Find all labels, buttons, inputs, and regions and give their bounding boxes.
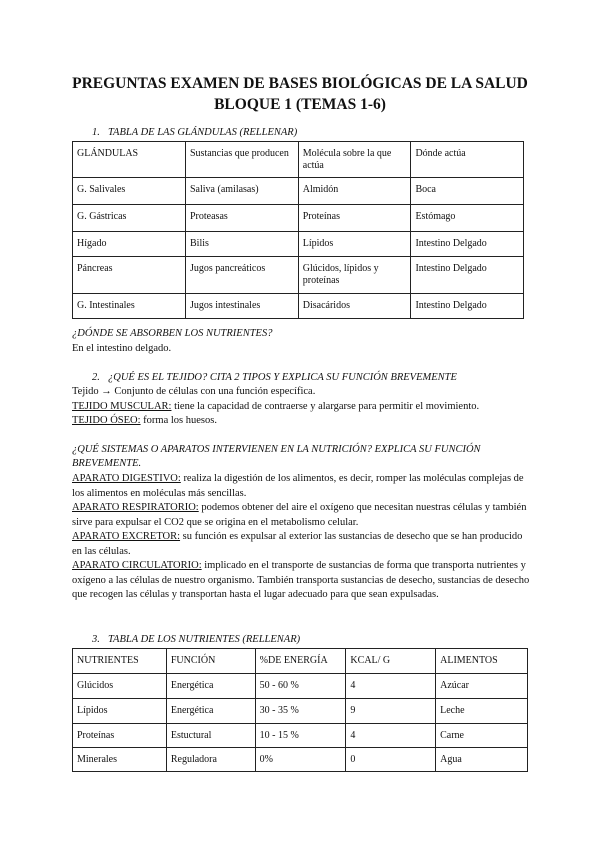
table-cell: 10 - 15 % xyxy=(255,724,346,748)
table-cell: Intestino Delgado xyxy=(411,294,524,319)
table-row xyxy=(73,699,528,724)
table-cell: Azúcar xyxy=(436,674,528,699)
tissue-oseo xyxy=(72,414,534,429)
glands-table xyxy=(72,141,524,319)
table-cell: Boca xyxy=(411,178,524,205)
nutrients-header-cell: FUNCIÓN xyxy=(166,649,255,674)
system-excretor-text: su función es expulsar al exterior las sustancias de desecho que se han producido en las células. xyxy=(72,531,523,557)
table-cell: Reguladora xyxy=(166,748,255,772)
table-cell: Minerales xyxy=(73,748,167,772)
table-cell: Jugos pancreáticos xyxy=(186,257,299,294)
system-digestivo-text: realiza la digestión de los alimentos, es decir, romper las moléculas complejas de los alimentos en moléculas más sencillas. xyxy=(72,473,524,499)
table-cell: Intestino Delgado xyxy=(411,232,524,257)
table-cell: Energética xyxy=(166,674,255,699)
system-digestivo xyxy=(72,472,534,501)
table-cell: 0% xyxy=(255,748,346,772)
table-cell: Disacáridos xyxy=(298,294,411,319)
table-cell: Almidón xyxy=(298,178,411,205)
table-cell: G. Intestinales xyxy=(73,294,186,319)
table-row xyxy=(73,724,528,748)
table-cell: Saliva (amilasas) xyxy=(186,178,299,205)
section1-number: 1. xyxy=(92,127,100,138)
table-cell: 4 xyxy=(346,674,436,699)
nutrients-table xyxy=(72,648,528,772)
system-circulatorio xyxy=(72,559,534,603)
tissue-oseo-label: TEJIDO ÓSEO: xyxy=(72,415,141,426)
system-digestivo-label: APARATO DIGESTIVO: xyxy=(72,473,181,484)
absorption-answer: En el intestino delgado. xyxy=(72,343,172,354)
tissue-definition: Tejido → Conjunto de células con una función específica. xyxy=(72,386,316,397)
table-cell: Páncreas xyxy=(73,257,186,294)
table-cell: Lípidos xyxy=(298,232,411,257)
table-row xyxy=(73,748,528,772)
nutrients-header-row xyxy=(73,649,528,674)
table-cell: Hígado xyxy=(73,232,186,257)
table-cell: Lípidos xyxy=(73,699,167,724)
table-cell: Intestino Delgado xyxy=(411,257,524,294)
table-cell: 9 xyxy=(346,699,436,724)
glands-header-cell: Sustancias que producen xyxy=(186,142,299,178)
table-row xyxy=(73,674,528,699)
systems-question-line1: ¿QUÉ SISTEMAS O APARATOS INTERVIENEN EN LA NUTRICIÓN? EXPLICA SU FUNCIÓN xyxy=(72,444,481,455)
table-cell: Estuctural xyxy=(166,724,255,748)
table-row xyxy=(73,294,524,319)
table-cell: Energética xyxy=(166,699,255,724)
system-circulatorio-text: implicado en el transporte de sustancias de forma que transporta nutrientes y oxígeno a las células de nuestro organismo. También transporta sustancias de desecho, sustancias de desecho que recogen las células y transportan hasta el lugar adecuado para que sean expulsadas. xyxy=(72,560,530,600)
system-excretor-label: APARATO EXCRETOR: xyxy=(72,531,181,542)
document-subtitle: BLOQUE 1 (TEMAS 1-6) xyxy=(214,96,386,113)
table-cell: 4 xyxy=(346,724,436,748)
table-cell: Proteínas xyxy=(73,724,167,748)
table-cell: Leche xyxy=(436,699,528,724)
tissue-muscular-label: TEJIDO MUSCULAR: xyxy=(72,401,172,412)
table-cell: G. Gástricas xyxy=(73,205,186,232)
nutrients-header-cell: NUTRIENTES xyxy=(73,649,167,674)
glands-header-cell: GLÁNDULAS xyxy=(73,142,186,178)
absorption-question: ¿DÓNDE SE ABSORBEN LOS NUTRIENTES? xyxy=(72,328,273,339)
document-title: PREGUNTAS EXAMEN DE BASES BIOLÓGICAS DE LA SALUD xyxy=(72,75,528,92)
table-row xyxy=(73,178,524,205)
system-respiratorio xyxy=(72,501,534,530)
table-cell: Carne xyxy=(436,724,528,748)
table-cell: Glúcidos xyxy=(73,674,167,699)
tissue-muscular-text: tiene la capacidad de contraerse y alargarse para permitir el movimiento. xyxy=(171,401,480,412)
section3-number: 3. xyxy=(92,634,100,645)
tissue-oseo-text: forma los huesos. xyxy=(140,415,217,426)
systems-question-line2: BREVEMENTE. xyxy=(72,458,142,469)
system-respiratorio-label: APARATO RESPIRATORIO: xyxy=(72,502,199,513)
section1-title: TABLA DE LAS GLÁNDULAS (RELLENAR) xyxy=(108,127,298,138)
table-cell: Proteasas xyxy=(186,205,299,232)
section2-heading xyxy=(92,371,457,384)
table-cell: Jugos intestinales xyxy=(186,294,299,319)
section1-heading xyxy=(92,126,297,139)
table-cell: 50 - 60 % xyxy=(255,674,346,699)
system-circulatorio-label: APARATO CIRCULATORIO: xyxy=(72,560,202,571)
table-row xyxy=(73,205,524,232)
system-excretor xyxy=(72,530,534,559)
table-cell: Bilis xyxy=(186,232,299,257)
section3-heading xyxy=(92,633,300,646)
table-cell: 0 xyxy=(346,748,436,772)
glands-header-cell: Dónde actúa xyxy=(411,142,524,178)
table-cell: Estómago xyxy=(411,205,524,232)
table-cell: G. Salivales xyxy=(73,178,186,205)
table-cell: Proteínas xyxy=(298,205,411,232)
nutrients-header-cell: KCAL/ G xyxy=(346,649,436,674)
section2-title: ¿QUÉ ES EL TEJIDO? CITA 2 TIPOS Y EXPLICA SU FUNCIÓN BREVEMENTE xyxy=(108,372,457,383)
system-respiratorio-text: podemos obtener del aire el oxígeno que necesitan nuestras células y también sirve para expulsar el CO2 que se origina en el metabolismo celular. xyxy=(72,502,527,528)
tissue-muscular xyxy=(72,400,534,415)
nutrients-header-cell: ALIMENTOS xyxy=(436,649,528,674)
table-cell: 30 - 35 % xyxy=(255,699,346,724)
section2-number: 2. xyxy=(92,372,100,383)
glands-header-cell: Molécula sobre la que actúa xyxy=(298,142,411,178)
section3-title: TABLA DE LOS NUTRIENTES (RELLENAR) xyxy=(108,634,301,645)
table-cell: Agua xyxy=(436,748,528,772)
table-row xyxy=(73,257,524,294)
table-cell: Glúcidos, lípidos y proteínas xyxy=(298,257,411,294)
nutrients-header-cell: %DE ENERGÍA xyxy=(255,649,346,674)
table-row xyxy=(73,232,524,257)
glands-header-row xyxy=(73,142,524,178)
